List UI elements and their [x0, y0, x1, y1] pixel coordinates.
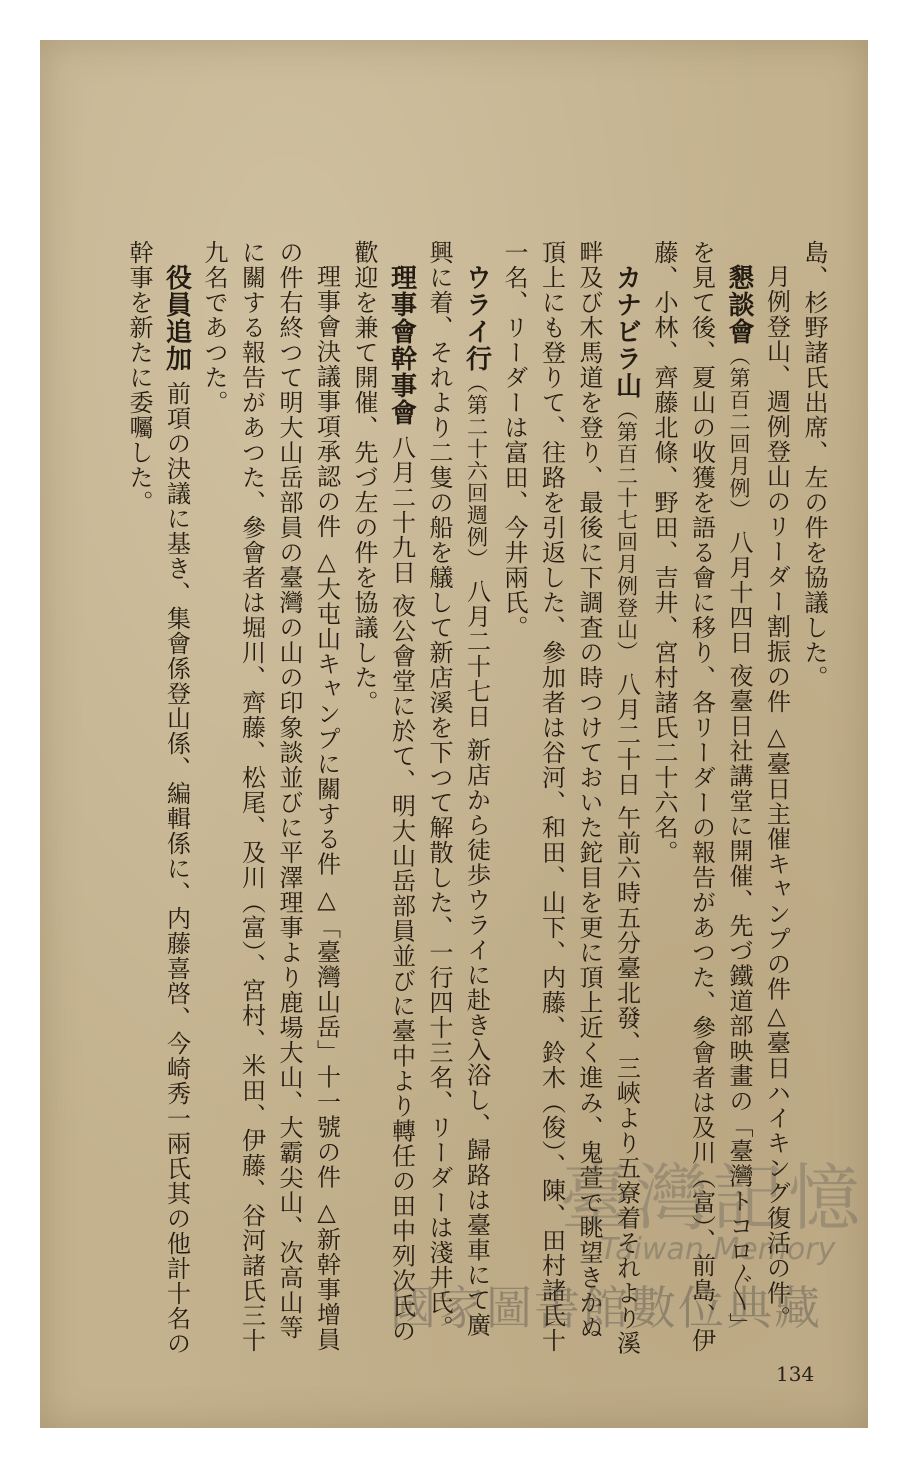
paragraph-text: 島、杉野諸氏出席、左の件を協議した。: [800, 240, 828, 690]
paragraph: [795, 240, 833, 1360]
paragraph: [420, 240, 495, 1360]
paragraph-text: 前項の決議に基き、集會係登山係、編輯係に、内藤喜啓、今崎秀一兩氏其の他計十名の幹事を新たに委囑した。: [125, 240, 191, 1356]
paragraph-text: 八月十四日 夜臺日社講堂に開催、先づ鐵道部映畫の「臺灣トコロ〴〵」を見て後、夏山の收獲を語る會に移り、各リーダーの報告があつた、參會者は及川（富）、前島、伊藤、小林、齊藤北條、野田、吉井、宮村諸氏二十六名。: [650, 240, 753, 1353]
paragraph-text: 八月二十七日 新店から徒歩ウライに赴き入浴し、歸路は臺車にて廣興に着、それより二隻の船を艤して新店溪を下つて解散した、一行四十三名、リーダーは淺井氏。: [425, 240, 491, 1340]
section-heading: 理事會幹事會: [386, 264, 417, 426]
watermark-english: Taiwan Memory: [600, 1232, 836, 1267]
section-heading: 懇談會: [724, 264, 754, 345]
watermark-subtitle: 國家圖書館數位典藏: [390, 1281, 822, 1335]
scanned-page: [40, 40, 868, 1428]
section-heading: 役員追加: [161, 264, 192, 372]
paragraph: [757, 240, 795, 1360]
paragraph: [495, 240, 645, 1360]
section-subheading: （第二十六回週例）: [464, 372, 489, 570]
paragraph-text: 理事會決議事項承認の件 △大屯山キャンプに關する件 △「臺灣山岳」十一號の件 △新幹事增員の件右終つて明大山岳部員の臺灣の山の印象談並びに平澤理事より鹿場大山、大霸尖山、次高山等に關する報告があつた、參會者は堀川、齊藤、松尾、及川（富）、宮村、米田、伊藤、谷河諸氏三十九名であつた。: [200, 240, 341, 1353]
watermark-title: 臺灣記憶: [560, 1156, 865, 1240]
vertical-text-body: [104, 240, 832, 1360]
paragraph-text: 八月二十日 午前六時五分臺北發、三峽より五寮着それより溪畔及び木馬道を登り、最後に下調査の時つけておいた鉈目を更に頂上近く進み、鬼萱で眺望きかぬ頂上にも登りて、往路を引返した、參加者は谷河、和田、山下、内藤、鈴木（俊）、陳、田村諸氏十一名、リーダーは富田、今井兩氏。: [500, 240, 641, 1356]
paragraph-text: 月例登山、週例登山のリーダー割振の件 △臺日主催キャンプの件△臺日ハイキング復活の件。: [762, 264, 791, 1331]
section-subheading: （第百二回月例）: [727, 345, 751, 521]
paragraph: [195, 240, 345, 1360]
paragraph-text: 八月二十九日 夜公會堂に於て、明大山岳部員並びに臺中より轉任の田中列次氏の歡迎を兼て開催、先づ左の件を協議した。: [350, 240, 416, 1344]
paragraph: [645, 240, 758, 1360]
paragraph: [120, 240, 195, 1360]
section-heading: ウライ行: [461, 264, 492, 372]
section-subheading: （第百二十七回月例登山）: [614, 399, 639, 663]
paragraph: [345, 240, 420, 1360]
page-number: 134: [776, 1362, 815, 1386]
section-heading: カナビラ山: [611, 264, 642, 399]
